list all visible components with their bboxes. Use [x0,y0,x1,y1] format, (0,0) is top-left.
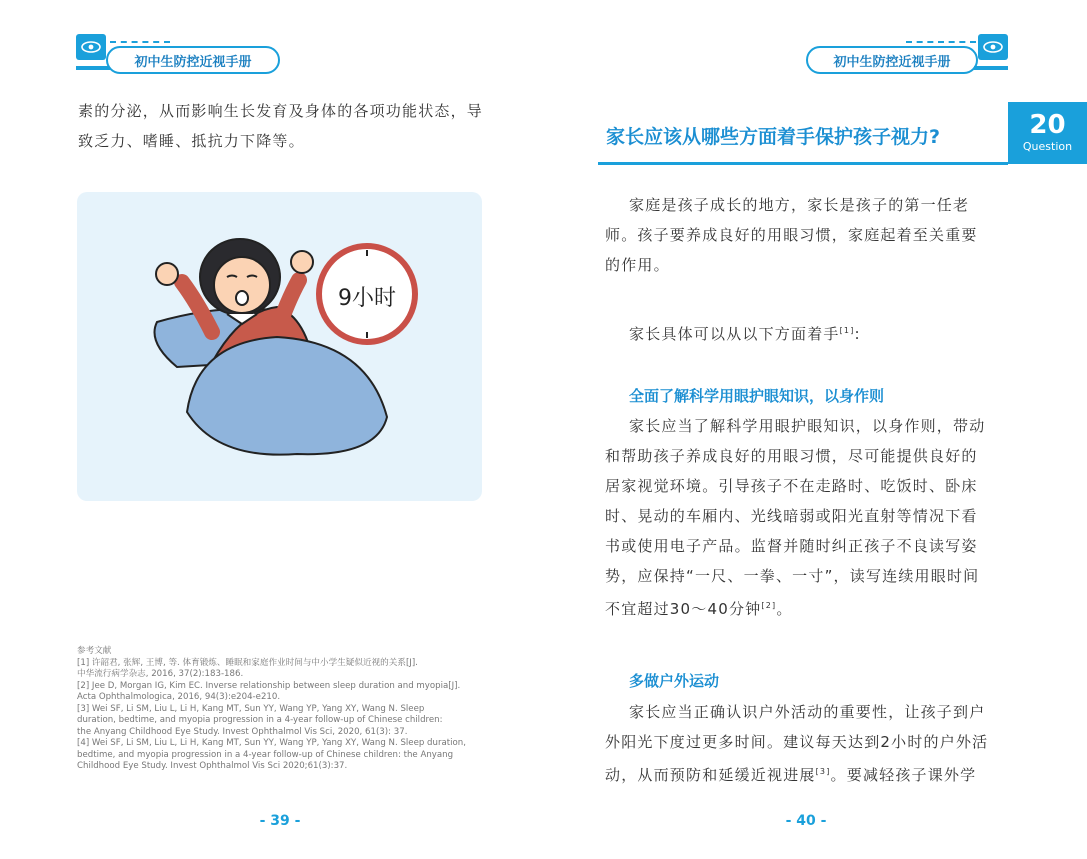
reference-line: [2] Jee D, Morgan IG, Kim EC. Inverse relationship between sleep duration and myopia[J]. [77,680,461,691]
text-span: 动，从而预防和延缓近视进展 [605,766,816,784]
citation: [3] [815,767,831,776]
header-bar [76,66,110,70]
reference-line: [1] 许韶君, 张辉, 王博, 等. 体育锻炼、睡眠和家庭作业时间与中小学生疑似近视的关系[J]. [77,657,418,668]
paragraph-1 [605,190,1015,280]
header-bar [974,66,1008,70]
reference-line: [3] Wei SF, Li SM, Liu L, Li H, Kang MT, Sun YY, Wang YP, Yang XY, Wang N. Sleep [77,703,425,714]
text-line: 外阳光下度过更多时间。建议每天达到2小时的户外活 [605,733,989,751]
citation: [2] [761,601,777,610]
page-number-right: - 40 - [785,813,827,829]
clock-label: 9小时 [338,286,396,311]
waking-girl-illustration [77,192,482,501]
text-line: 势，应保持“一尺、一拳、一寸”，读写连续用眼时间 [605,567,980,585]
reference-line: [4] Wei SF, Li SM, Liu L, Li H, Kang MT, Sun YY, Wang YP, Yang XY, Wang N. Sleep duration, [77,738,466,748]
eye-icon [76,34,106,60]
right-header [806,46,1011,72]
text-line [605,591,1015,624]
question-title-bar [598,104,1008,165]
reference-line: the Anyang Childhood Eye Study. Invest Ophthalmol Vis Sci, 2020, 61(3): 37. [77,726,408,737]
header-title: 初中生防控近视手册 [106,46,280,74]
reference-line: 中华流行病学杂志, 2016, 37(2):183-186. [77,669,244,679]
question-title: 家长应该从哪些方面着手保护孩子视力? [606,126,941,148]
header-dash [906,41,976,43]
question-number: 20 [1029,110,1066,140]
page-number-left: - 39 - [259,813,301,829]
citation: [1] [839,326,855,335]
text-punct: : [854,325,861,343]
subheading-1: 全面了解科学用眼护眼知识，以身作则 [629,387,885,405]
header-dash [110,41,170,43]
text-span: 不宜超过30～40分钟 [605,600,762,618]
subheading-2: 多做户外运动 [629,672,720,690]
text-line: 致乏力、嗜睡、抵抗力下降等。 [78,132,305,150]
text-line: 时、晃动的车厢内、光线暗弱或阳光直射等情况下看 [605,507,978,525]
paragraph-3 [605,411,1015,624]
text-line: 的作用。 [605,256,670,274]
paragraph-2 [629,316,1019,349]
paragraph-4 [605,697,1015,790]
text-line: 家长应当了解科学用眼护眼知识，以身作则，带动 [629,417,986,435]
question-label: Question [1022,140,1073,153]
reference-line: bedtime, and myopia progression in a 4-year follow-up of Chinese children: the Anyang [77,749,454,760]
reference-line: duration, bedtime, and myopia progression in a 4-year follow-up of Chinese children: [77,715,443,725]
illustration [77,192,482,501]
text-line: 素的分泌，从而影响生长发育及身体的各项功能状态，导 [78,102,484,120]
text-line: 和帮助孩子养成良好的用眼习惯，尽可能提供良好的 [605,447,978,465]
references [77,646,487,773]
question-number-badge [1008,102,1087,164]
text-line: 家长具体可以从以下方面着手 [629,325,840,343]
text-line: 家长应当正确认识户外活动的重要性，让孩子到户 [629,703,986,721]
intro-paragraph [78,96,498,156]
text-punct: 。 [776,600,793,618]
text-line: 居家视觉环境。引导孩子不在走路时、吃饭时、卧床 [605,477,978,495]
header-title: 初中生防控近视手册 [806,46,978,74]
text-line: 师。孩子要养成良好的用眼习惯，家庭起着至关重要 [605,226,978,244]
reference-line: Acta Ophthalmologica, 2016, 94(3):e204-e210. [77,692,281,702]
text-line [605,757,1015,790]
text-span: 。要减轻孩子课外学 [830,766,977,784]
text-line: 书或使用电子产品。监督并随时纠正孩子不良读写姿 [605,537,978,555]
eye-icon [978,34,1008,60]
left-header [76,46,336,72]
reference-line: Childhood Eye Study. Invest Ophthalmol Vis Sci 2020;61(3):37. [77,761,348,771]
text-line: 家庭是孩子成长的地方，家长是孩子的第一任老 [629,196,970,214]
references-title: 参考文献 [77,646,112,656]
